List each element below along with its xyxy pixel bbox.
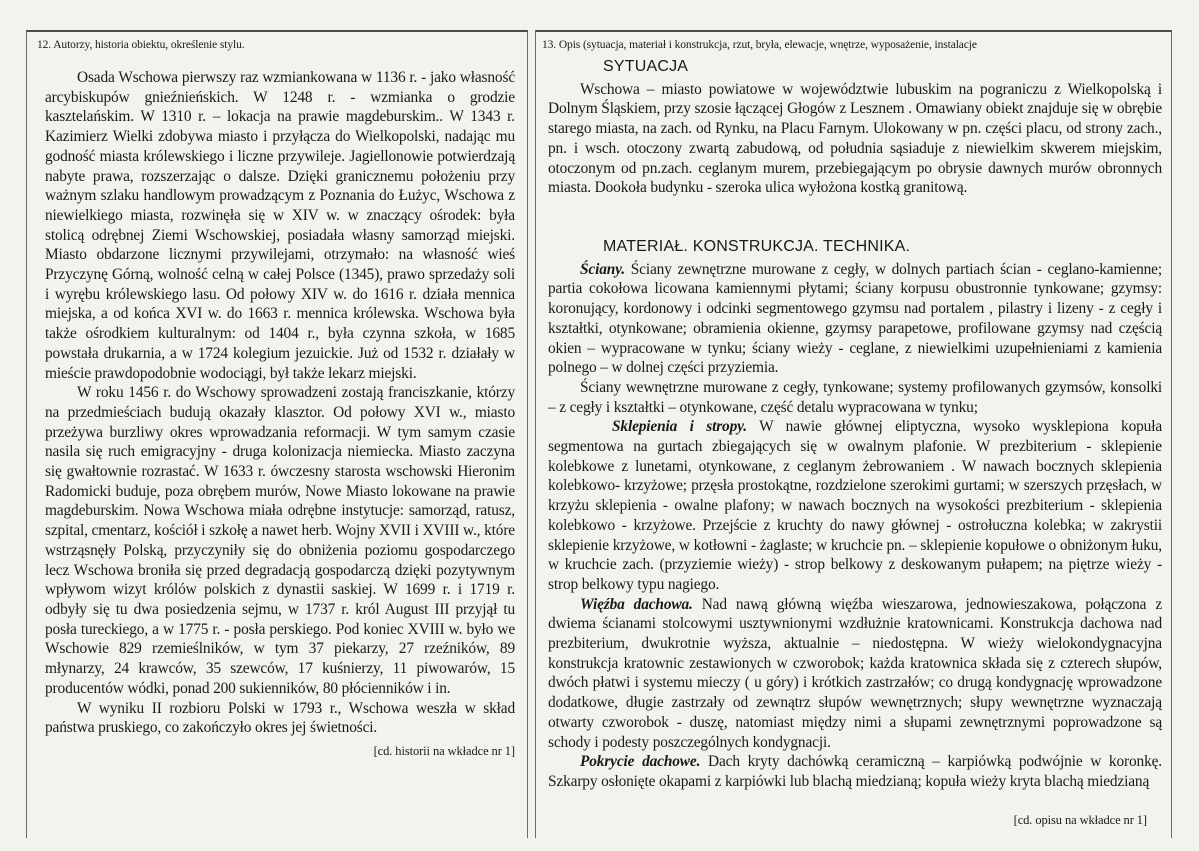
situation-text: Wschowa – miasto powiatowe w województwie lubuskim na pograniczu z Wielkopolską i Dolnym Śląskiem, przy szosie łączącej Głogów z Lesznem . Omawiany obiekt znajduje się w obrębie starego miasta, na zach. od Rynku, na Placu Farnym. Ulokowany w pn. części placu, od strony zach., pn. i wsch. otoczony zwartą zabudową, od południa sąsiaduje z niewielkim skwerem miejskim, otoczonym od pn.zach. ceglanym murem, przebiegającym po obrysie dawnych murów obronnych miasta. Dookoła budynku - szeroka ulica wyłożona kostką granitową. — [548, 80, 1162, 197]
vaults-lead: Sklepienia i stropy. — [612, 418, 747, 436]
description-continued-note: [cd. opisu na wkładce nr 1] — [1013, 813, 1147, 827]
history-heading: 12. Autorzy, historia obiektu, określenie stylu. — [37, 39, 245, 51]
walls-lead: Ściany. — [580, 260, 625, 278]
roof-text: Dach kryty dachówką ceramiczną – karpiówką podwójnie w koronkę. Szkarpy osłonięte okapami z karpiówki lub blachą miedzianą; kopuła wieży kryta blachą miedzianą — [548, 753, 1162, 790]
truss-text: Nad nawą główną więźba wieszarowa, jednowieszakowa, połączona z dwiema ścianami stolcowymi usztywnionymi wzdłużnie kratownicami. Konstrukcja dachowa nad prezbiterium, dwukrotnie wyższa, aktualnie – niedostępna. W wieży wielokondygnacyjna konstrukcja kratownic zestawionych w czworobok; każda kratownica składa się z czterech słupów, dwóch płatwi i systemu mieczy ( u góry) i krótkich zastrzałów; co drugą kondygnację wprowadzone dodatkowe, długie zastrzały od zewnątrz słupów wewnętrznych; słupy wewnętrzne wyznaczają otwarty czworobok - duszę, natomiast między nimi a słupami zewnętrznymi poprowadzone są schody i podesty poszczególnych kondygnacji. — [548, 595, 1163, 751]
situation-section — [548, 57, 1162, 198]
roof-lead: Pokrycie dachowe. — [580, 753, 701, 771]
truss-lead: Więźba dachowa. — [580, 595, 693, 613]
history-text — [45, 68, 515, 738]
situation-title: SYTUACJA — [603, 58, 689, 75]
truss-paragraph — [548, 595, 1162, 753]
vaults-text: W nawie głównej eliptyczna, wysoko wysklepiona kopuła segmentowa na gurtach zbiegających się w owalnym plafonie. W prezbiterium - sklepienie kolebkowe z lunetami, otynkowane, z ceglanym żebrowaniem . W nawach bocznych sklepienia kolebkowo- krzyżowe; przęsła prostokątne, rozdzielone szerokimi gurtami; w szerszych przęsłach, w krzyżu sklepienia - owalne plafony; w nawach bocznych na wysokości prezbiterium - sklepienia kolebkowo - krzyżowe. Przejście z kruchty do nawy głównej - ostrołuczna kolebka; w zakrystii sklepienie krzyżowe, w kotłowni - żaglaste; w kruchcie pn. – sklepienie kopułowe o obniżonym łuku, w kruchcie zach. (przyziemie wieży) - strop belkowy z deskowanym pułapem; na piętrze wieży - strop belkowy typu nagiego. — [548, 418, 1163, 593]
vaults-paragraph — [548, 417, 1162, 594]
history-column — [26, 30, 528, 838]
description-heading: 13. Opis (sytuacja, materiał i konstrukcja, rzut, bryła, elewacje, wnętrze, wyposażenie, instalacje — [542, 39, 977, 51]
material-title: MATERIAŁ. KONSTRUKCJA. TECHNIKA. — [603, 238, 911, 255]
history-paragraph-3: W wyniku II rozbioru Polski w 1793 r., Wschowa weszła w skład państwa pruskiego, co zakończyło okres jej świetności. — [45, 699, 515, 737]
history-paragraph-2: W roku 1456 r. do Wschowy sprowadzeni zostają franciszkanie, którzy na przedmieściach budują okazały klasztor. Od połowy XVI w., miasto przeżywa burzliwy okres wprowadzania reformacji. W tym samym czasie nasila się ruch emigracyjny - druga kolonizacja niemiecka. Miasto zaczyna się gwałtownie rozrastać. W 1633 r. ówczesny starosta wschowski Hieronim Radomicki buduje, poza obrębem murów, Nowe Miasto lokowane na prawie magdeburskim. Nowa Wschowa miała odrębne instytucje: samorząd, ratusz, szpital, cmentarz, kościół i szkołę a nawet herb. Wojny XVII i XVIII w., które wstrząsnęły Polską, przyczyniły się do obniżenia poziomu gospodarczego lecz Wschowa broniła się przed degradacją gospodarczą dzięki pozytywnym wpływom wizyt królów polskich z dynastii saskiej. W 1699 r. i 1719 r. odbyły się tu dwa posiedzenia sejmu, w 1737 r. król August III przyjął tu posła tureckiego, a w 1775 r. - posła perskiego. Pod koniec XVIII w. było we Wschowie 829 rzemieślników, w tym 37 piekarzy, 27 rzeźników, 89 młynarzy, 24 krawców, 35 szewców, 17 kuśnierzy, 11 piwowarów, 15 producentów wódki, ponad 200 sukienników, 80 płócienników i in. — [45, 384, 515, 697]
description-column — [535, 30, 1172, 838]
history-continued-note: [cd. historii na wkładce nr 1] — [373, 744, 515, 758]
inner-walls-paragraph: Ściany wewnętrzne murowane z cegły, tynkowane; systemy profilowanych gzymsów, konsolki – z cegły i kształtki – otynkowane, część detalu wypracowana w tynku; — [548, 378, 1162, 416]
material-section — [548, 237, 1162, 792]
walls-text: Ściany zewnętrzne murowane z cegły, w dolnych partiach ścian - ceglano-kamienne; partia cokołowa licowana kamiennymi płytami; ściany korpusu obustronnie tynkowane; gzymsy: koronujący, kordonowy i odcinki segmentowego gzymsu nad portalem , pilastry i lizeny - z cegły i kształtki, otynkowane; obramienia okienne, gzymsy parapetowe, profilowane gzymsy nad częścią okien – wypracowane w tynku; ściany wieży - ceglane, z niewielkimi uzupełnieniami z kamienia polnego – w dolnej części przyziemia. — [548, 260, 1162, 377]
roof-paragraph — [548, 752, 1162, 791]
history-paragraph-1: Osada Wschowa pierwszy raz wzmiankowana w 1136 r. - jako własność arcybiskupów gnieźnieńskich. W 1248 r. - wzmianka o grodzie kasztelańskim. W 1310 r. – lokacja na prawie magdeburskim.. W 1343 r. Kazimierz Wielki zdobywa miasto i przyłącza do Wielkopolski, nadając mu godność miasta królewskiego i liczne przywileje. Jagiellonowie potwierdzają nabyte prawa, rozszerzając o dalsze. Dzięki granicznemu położeniu przy ważnym szlaku handlowym prowadzącym z Poznania do Łużyc, Wschowa z niewielkiego miasta, rozwinęła się w XIV w. w znaczący ośrodek: była stolicą odrębnej Ziemi Wschowskiej, posiadała własny samorząd miejski. Miasto obdarzone licznymi przywilejami, otrzymało: na własność wieś Przyczynę Górną, wolność celną w całej Polsce (1345), prawo sprzedaży soli i wyrębu królewskiego lasu. Od połowy XIV w. do 1616 r. działa mennica miejska, a od końca XVI w. do 1663 r. mennica królewska. Wschowa była także ośrodkiem kulturalnym: od 1404 r., była czynna szkoła, w 1685 powstała drukarnia, a w 1724 kolegium jezuickie. Już od 1532 r. działały w mieście prawdopodobnie wodociągi, był także lekarz miejski. — [45, 69, 515, 382]
walls-paragraph — [548, 260, 1162, 378]
